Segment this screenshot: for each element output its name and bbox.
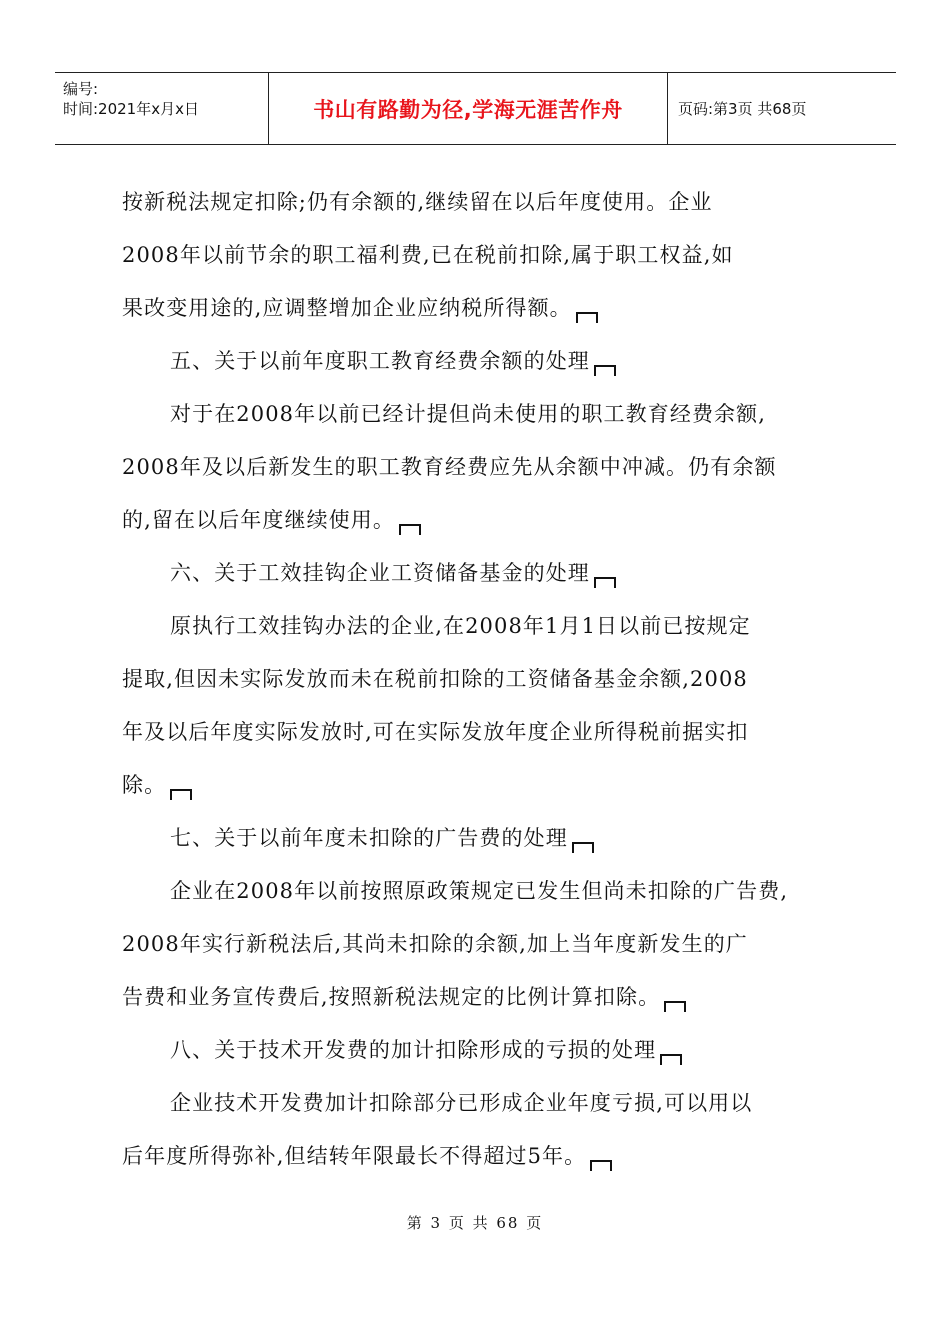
paragraph-mark-icon: [572, 842, 594, 853]
body-line: 原执行工效挂钩办法的企业,在2008年1月1日以前已按规定: [170, 614, 751, 638]
body-line: 告费和业务宣传费后,按照新税法规定的比例计算扣除。: [122, 971, 832, 1024]
page-header: [55, 72, 896, 145]
section-heading: 八、关于技术开发费的加计扣除形成的亏损的处理: [122, 1024, 832, 1077]
body-line: 果改变用途的,应调整增加企业应纳税所得额。: [122, 282, 832, 335]
paragraph-mark-icon: [594, 365, 616, 376]
page-footer: 第 3 页 共 68 页: [406, 1214, 544, 1232]
body-line: 的,留在以后年度继续使用。: [122, 494, 832, 547]
paragraph-mark-icon: [590, 1160, 612, 1171]
document-body: [122, 176, 832, 1183]
paragraph-mark-icon: [170, 789, 192, 800]
body-line: 年及以后年度实际发放时,可在实际发放年度企业所得税前据实扣: [122, 720, 749, 744]
paragraph-mark-icon: [594, 577, 616, 588]
header-meta: [55, 73, 268, 144]
document-number-label: 编号:: [63, 80, 99, 98]
body-line: 按新税法规定扣除;仍有余额的,继续留在以后年度使用。企业: [122, 190, 713, 214]
body-line: 对于在2008年以前已经计提但尚未使用的职工教育经费余额,: [170, 402, 767, 426]
header-page-number: 页码:第3页 共68页: [678, 100, 807, 118]
section-heading: 五、关于以前年度职工教育经费余额的处理: [122, 335, 832, 388]
body-line: 2008年以前节余的职工福利费,已在税前扣除,属于职工权益,如: [122, 243, 734, 267]
body-line: 企业技术开发费加计扣除部分已形成企业年度亏损,可以用以: [170, 1091, 753, 1115]
body-line: 除。: [122, 759, 832, 812]
section-heading: 七、关于以前年度未扣除的广告费的处理: [122, 812, 832, 865]
paragraph-mark-icon: [399, 524, 421, 535]
body-line: 提取,但因未实际发放而未在税前扣除的工资储备基金余额,2008: [122, 667, 748, 691]
document-time-label: 时间:2021年x月x日: [63, 100, 199, 118]
body-line: 企业在2008年以前按照原政策规定已发生但尚未扣除的广告费,: [170, 879, 789, 903]
paragraph-mark-icon: [576, 312, 598, 323]
paragraph-mark-icon: [664, 1001, 686, 1012]
header-motto: 书山有路勤为径,学海无涯苦作舟: [268, 73, 668, 144]
body-line: 2008年实行新税法后,其尚未扣除的余额,加上当年度新发生的广: [122, 932, 748, 956]
body-line: 2008年及以后新发生的职工教育经费应先从余额中冲减。仍有余额: [122, 455, 777, 479]
body-line: 后年度所得弥补,但结转年限最长不得超过5年。: [122, 1130, 832, 1183]
section-heading: 六、关于工效挂钩企业工资储备基金的处理: [122, 547, 832, 600]
paragraph-mark-icon: [660, 1054, 682, 1065]
